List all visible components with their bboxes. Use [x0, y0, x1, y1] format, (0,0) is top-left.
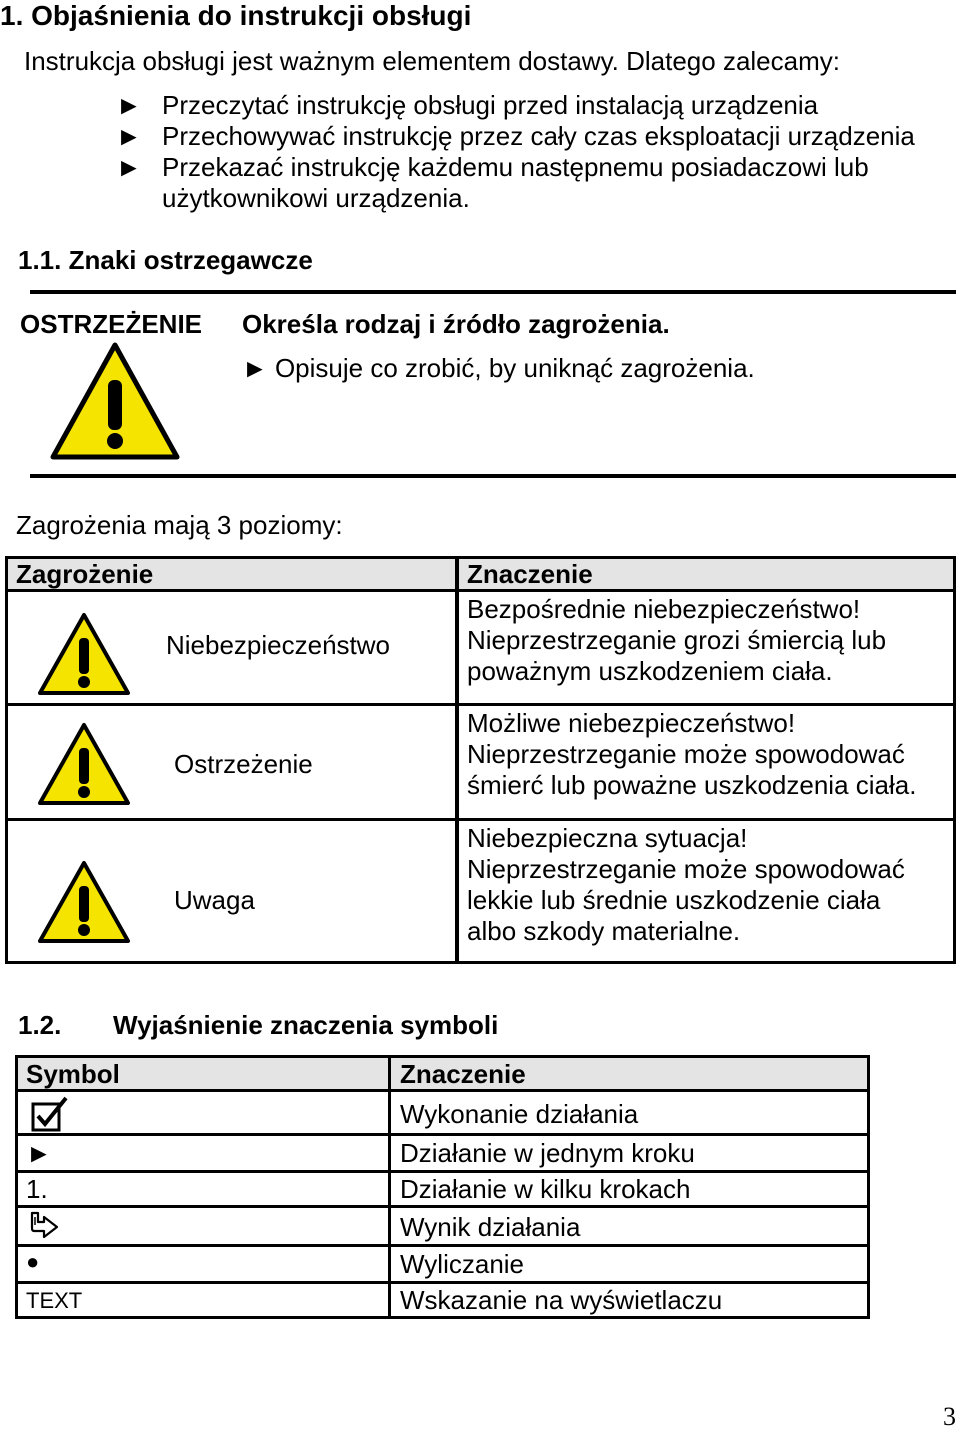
symbol-meaning: Wyliczanie	[400, 1249, 525, 1279]
divider	[30, 290, 956, 294]
row-divider	[15, 1244, 870, 1247]
arrow-icon: ►	[116, 121, 142, 151]
result-hand-arrow-icon	[28, 1210, 60, 1242]
symbol-meaning: Działanie w jednym kroku	[400, 1138, 695, 1168]
danger-triangle-icon	[37, 612, 131, 696]
column-header: Zagrożenie	[16, 559, 154, 589]
hazard-meaning: Bezpośrednie niebezpieczeństwo! Nieprzestrzeganie grozi śmiercią lub poważnym uszkodzeniem ciała.	[467, 594, 887, 686]
warning-triangle-icon	[50, 342, 180, 460]
arrow-icon: ►	[116, 90, 142, 120]
column-divider	[455, 556, 459, 964]
row-divider	[15, 1170, 870, 1173]
hazard-level: Uwaga	[174, 885, 255, 915]
column-header: Symbol	[26, 1059, 120, 1089]
hazard-level: Ostrzeżenie	[174, 749, 313, 779]
arrow-icon: ►	[116, 152, 142, 182]
bullet-dot-icon: ●	[26, 1249, 40, 1274]
symbol-meaning: Wskazanie na wyświetlaczu	[400, 1285, 723, 1315]
hazard-meaning: Niebezpieczna sytuacja! Nieprzestrzeganie może spowodować lekkie lub średnie uszkodzenie ciała albo szkody materialne.	[467, 823, 905, 946]
warning-label: OSTRZEŻENIE	[20, 309, 203, 339]
column-header: Znaczenie	[467, 559, 593, 589]
column-header: Znaczenie	[400, 1059, 526, 1089]
intro-text: Instrukcja obsługi jest ważnym elementem dostawy. Dlatego zalecamy:	[24, 46, 840, 76]
warning-triangle-icon	[37, 722, 131, 806]
list-item-continuation: użytkownikowi urządzenia.	[162, 183, 470, 213]
display-text-symbol: TEXT	[26, 1288, 83, 1313]
list-item: ► Przekazać instrukcję każdemu następnemu posiadaczowi lub	[116, 152, 869, 182]
warning-instruction: ► Opisuje co zrobić, by uniknąć zagrożenia.	[242, 353, 755, 383]
symbol-meaning: Działanie w kilku krokach	[400, 1174, 691, 1204]
row-divider	[15, 1281, 870, 1284]
section-heading: 1. Objaśnienia do instrukcji obsługi	[0, 0, 472, 31]
subsection-heading: 1.1. Znaki ostrzegawcze	[18, 245, 313, 275]
checkbox-check-icon	[30, 1096, 70, 1132]
symbol-meaning: Wynik działania	[400, 1212, 581, 1242]
row-divider	[15, 1133, 870, 1136]
column-divider	[388, 1055, 391, 1319]
step-number-symbol: 1.	[26, 1174, 48, 1204]
levels-intro: Zagrożenia mają 3 poziomy:	[16, 510, 343, 540]
arrow-icon: ►	[26, 1138, 52, 1168]
list-item: ► Przechowywać instrukcję przez cały czas eksploatacji urządzenia	[116, 121, 915, 151]
row-divider	[5, 703, 956, 706]
hazard-level: Niebezpieczeństwo	[166, 630, 391, 660]
row-divider	[5, 818, 956, 821]
divider	[30, 474, 956, 478]
page-number: 3	[943, 1402, 956, 1431]
row-divider	[15, 1205, 870, 1208]
list-item: ► Przeczytać instrukcję obsługi przed instalacją urządzenia	[116, 90, 819, 120]
caution-triangle-icon	[37, 860, 131, 944]
warning-description: Określa rodzaj i źródło zagrożenia.	[242, 309, 670, 339]
symbol-meaning: Wykonanie działania	[400, 1099, 639, 1129]
subsection-heading: 1.2. Wyjaśnienie znaczenia symboli	[18, 1010, 499, 1040]
hazard-meaning: Możliwe niebezpieczeństwo! Nieprzestrzeganie może spowodować śmierć lub poważne uszkodzenia ciała.	[467, 708, 917, 800]
